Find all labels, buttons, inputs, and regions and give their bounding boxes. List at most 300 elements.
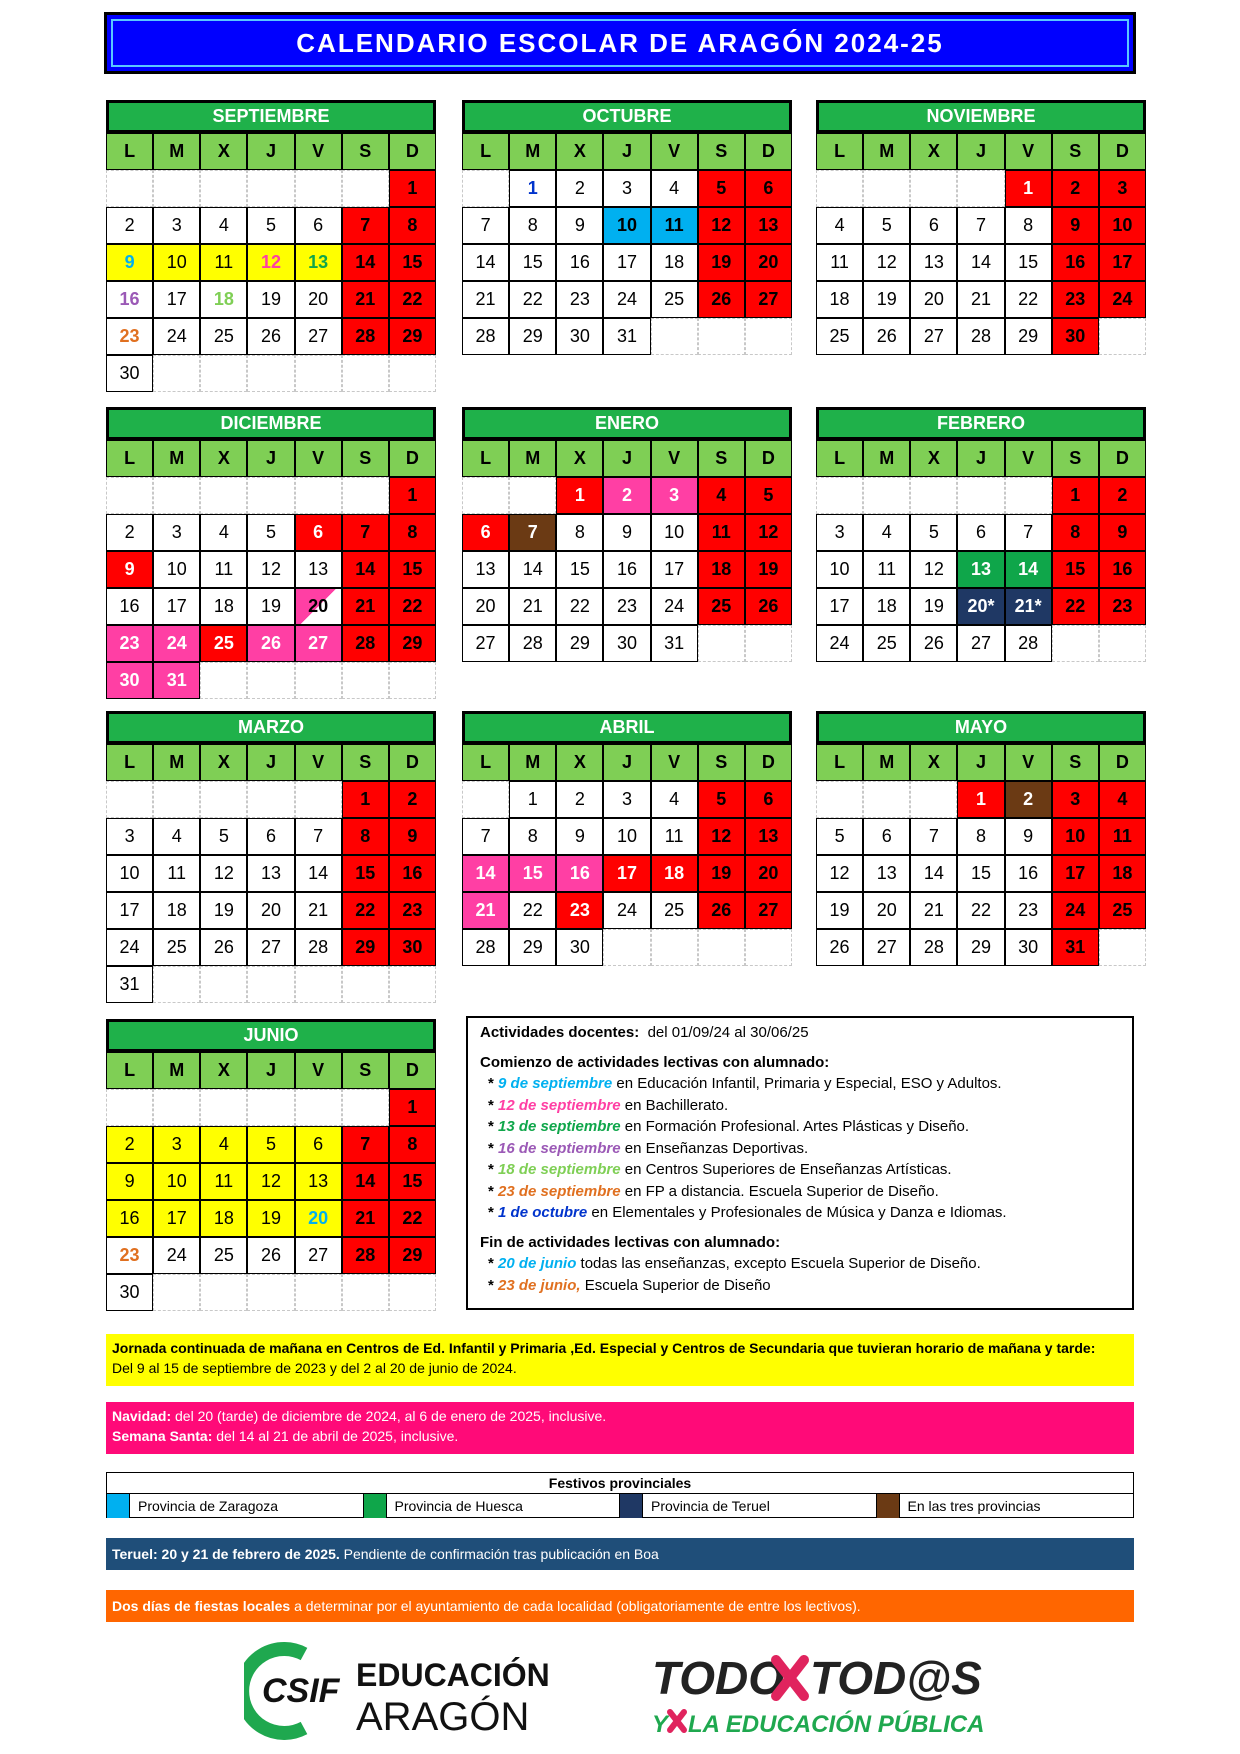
weekday-header: D [745, 744, 792, 781]
empty-cell [863, 477, 910, 514]
day-cell: 14 [910, 855, 957, 892]
fin-title: Fin de actividades lectivas con alumnado: [480, 1233, 781, 1251]
day-cell: 4 [863, 514, 910, 551]
empty-cell [153, 1274, 200, 1311]
day-cell: 1 [389, 477, 436, 514]
empty-cell [816, 170, 863, 207]
weekday-row [816, 744, 1146, 781]
day-cell: 26 [910, 625, 957, 662]
day-cell: 4 [153, 818, 200, 855]
day-cell: 27 [957, 625, 1004, 662]
day-cell: 21 [342, 588, 389, 625]
month-header: NOVIEMBRE [816, 100, 1146, 133]
empty-cell [106, 477, 153, 514]
day-cell: 28 [342, 1237, 389, 1274]
locales-text: a determinar por el ayuntamiento de cada localidad (obligatoriamente de entre los lectivos). [290, 1598, 861, 1614]
day-cell: 14 [342, 244, 389, 281]
info-date: 9 de septiembre [498, 1075, 613, 1092]
weekday-header: V [295, 440, 342, 477]
weekday-header: X [200, 133, 247, 170]
weekday-header: D [389, 744, 436, 781]
day-cell: 21 [342, 281, 389, 318]
day-cell: 6 [957, 514, 1004, 551]
day-cell: 29 [389, 318, 436, 355]
weekday-header: L [106, 744, 153, 781]
month-header: DICIEMBRE [106, 407, 436, 440]
day-cell: 19 [863, 281, 910, 318]
weekday-header: D [745, 133, 792, 170]
weekday-header: X [556, 133, 603, 170]
title-text: CALENDARIO ESCOLAR DE ARAGÓN 2024-25 [296, 27, 944, 58]
day-cell: 20 [295, 1200, 342, 1237]
day-cell: 16 [106, 588, 153, 625]
day-cell: 8 [342, 818, 389, 855]
day-cell: 8 [389, 514, 436, 551]
day-cell: 1 [1005, 170, 1052, 207]
day-cell: 13 [745, 818, 792, 855]
day-cell: 15 [509, 244, 556, 281]
empty-cell [247, 355, 294, 392]
weekday-header: J [957, 133, 1004, 170]
empty-cell [342, 1274, 389, 1311]
info-text: Escuela Superior de Diseño [580, 1276, 771, 1294]
empty-cell [247, 477, 294, 514]
day-cell: 28 [295, 929, 342, 966]
day-cell: 19 [247, 1200, 294, 1237]
day-cell: 9 [1005, 818, 1052, 855]
day-cell: 28 [462, 318, 509, 355]
empty-cell [957, 170, 1004, 207]
day-cell: 14 [462, 244, 509, 281]
day-cell: 5 [247, 514, 294, 551]
day-cell: 10 [603, 207, 650, 244]
day-grid [462, 170, 792, 355]
day-cell: 23 [1052, 281, 1099, 318]
day-cell: 9 [1099, 514, 1146, 551]
day-cell: 2 [106, 514, 153, 551]
weekday-header: M [863, 440, 910, 477]
info-list-item [480, 1159, 1120, 1181]
empty-cell [910, 170, 957, 207]
day-cell: 27 [295, 625, 342, 662]
weekday-header: S [342, 1052, 389, 1089]
day-cell: 7 [1005, 514, 1052, 551]
day-cell: 2 [389, 781, 436, 818]
empty-cell [295, 477, 342, 514]
day-cell: 8 [389, 1126, 436, 1163]
teruel-text: Pendiente de confirmación tras publicación en Boa [339, 1546, 659, 1562]
day-cell: 9 [556, 818, 603, 855]
day-cell: 5 [247, 207, 294, 244]
info-date: 1 de octubre [498, 1204, 588, 1221]
day-cell: 4 [200, 1126, 247, 1163]
info-date: 23 de junio, [498, 1276, 581, 1294]
day-cell: 17 [153, 281, 200, 318]
y-logo-text: Y [652, 1711, 669, 1738]
day-cell: 28 [910, 929, 957, 966]
empty-cell [698, 625, 745, 662]
empty-cell [342, 355, 389, 392]
empty-cell [603, 929, 650, 966]
day-cell: 3 [1099, 170, 1146, 207]
festivos-legend [106, 1472, 1134, 1518]
weekday-header: M [509, 440, 556, 477]
day-cell: 23 [106, 625, 153, 662]
bullet-star: * [488, 1118, 499, 1135]
empty-cell [745, 929, 792, 966]
info-text: en Centros Superiores de Enseñanzas Artísticas. [620, 1161, 952, 1178]
day-cell: 16 [106, 1200, 153, 1237]
day-cell: 20 [910, 281, 957, 318]
day-cell: 31 [1052, 929, 1099, 966]
day-cell: 8 [1052, 514, 1099, 551]
todos-logo-text: TOD@S [810, 1652, 982, 1704]
legend-teruel-label: Provincia de Teruel [651, 1498, 770, 1514]
teruel-band [106, 1538, 1134, 1570]
empty-cell [295, 966, 342, 1003]
weekday-header: J [957, 440, 1004, 477]
weekday-header: S [342, 440, 389, 477]
day-cell: 11 [651, 818, 698, 855]
day-cell: 27 [745, 281, 792, 318]
day-cell: 20 [295, 281, 342, 318]
day-cell: 10 [816, 551, 863, 588]
day-cell: 30 [106, 1274, 153, 1311]
empty-cell [1099, 318, 1146, 355]
empty-cell [957, 477, 1004, 514]
weekday-header: S [1052, 133, 1099, 170]
docentes-line [480, 1022, 1120, 1044]
weekday-header: X [910, 133, 957, 170]
day-cell: 21 [509, 588, 556, 625]
day-cell: 11 [200, 1163, 247, 1200]
info-list-item [480, 1202, 1120, 1224]
empty-cell [200, 781, 247, 818]
day-cell: 22 [1052, 588, 1099, 625]
santa-text: del 14 al 21 de abril de 2025, inclusive. [212, 1428, 459, 1444]
empty-cell [200, 355, 247, 392]
weekday-header: J [603, 133, 650, 170]
day-cell: 24 [651, 588, 698, 625]
day-cell: 16 [1052, 244, 1099, 281]
empty-cell [200, 966, 247, 1003]
day-cell: 31 [603, 318, 650, 355]
day-cell: 10 [153, 244, 200, 281]
csif-logo-text: CSIF [262, 1672, 340, 1710]
day-cell: 19 [910, 588, 957, 625]
day-cell: 16 [1005, 855, 1052, 892]
day-cell: 5 [200, 818, 247, 855]
day-cell: 3 [153, 207, 200, 244]
day-cell: 18 [200, 1200, 247, 1237]
empty-cell [389, 1274, 436, 1311]
day-cell: 11 [651, 207, 698, 244]
day-cell: 11 [863, 551, 910, 588]
todoxtodos-logo [652, 1648, 992, 1738]
empty-cell [698, 929, 745, 966]
navidad-text: del 20 (tarde) de diciembre de 2024, al 6 de enero de 2025, inclusive. [171, 1408, 607, 1424]
day-cell: 4 [200, 514, 247, 551]
day-cell: 27 [745, 892, 792, 929]
day-cell: 10 [153, 551, 200, 588]
day-cell: 28 [342, 625, 389, 662]
day-grid [462, 477, 792, 662]
info-text: en Enseñanzas Deportivas. [620, 1139, 809, 1157]
weekday-header: J [603, 744, 650, 781]
csif-educacion-aragon-logo [244, 1640, 554, 1740]
weekday-header: J [247, 1052, 294, 1089]
month-header: MAYO [816, 711, 1146, 744]
day-cell: 18 [863, 588, 910, 625]
info-text: todas las enseñanzas, excepto Escuela Superior de Diseño. [576, 1255, 981, 1272]
day-cell: 19 [698, 855, 745, 892]
legend-three [877, 1494, 1134, 1518]
day-cell: 25 [816, 318, 863, 355]
day-cell: 27 [910, 318, 957, 355]
day-cell: 17 [651, 551, 698, 588]
day-grid [106, 170, 436, 392]
day-cell: 6 [745, 781, 792, 818]
info-list-item [480, 1095, 1120, 1117]
day-cell: 14 [509, 551, 556, 588]
bullet-star: * [488, 1255, 499, 1272]
day-cell: 9 [106, 551, 153, 588]
day-cell: 24 [106, 929, 153, 966]
day-cell: 12 [816, 855, 863, 892]
day-cell: 3 [106, 818, 153, 855]
month-junio [106, 1019, 436, 1311]
day-cell: 15 [556, 551, 603, 588]
info-list-item [480, 1253, 1120, 1275]
weekday-row [106, 133, 436, 170]
day-cell: 12 [698, 818, 745, 855]
day-cell: 30 [603, 625, 650, 662]
day-cell: 3 [651, 477, 698, 514]
info-date: 18 de septiembre [498, 1161, 621, 1178]
day-cell: 25 [200, 625, 247, 662]
bullet-star: * [488, 1075, 499, 1092]
day-cell: 10 [153, 1163, 200, 1200]
day-cell: 28 [957, 318, 1004, 355]
day-cell: 27 [462, 625, 509, 662]
day-cell: 24 [603, 281, 650, 318]
empty-cell [247, 1274, 294, 1311]
day-cell: 6 [247, 818, 294, 855]
info-list-item [480, 1138, 1120, 1160]
day-cell: 31 [153, 662, 200, 699]
weekday-header: M [509, 133, 556, 170]
day-cell: 8 [509, 207, 556, 244]
aragon-logo-text: ARAGÓN [356, 1695, 530, 1739]
day-cell: 3 [603, 781, 650, 818]
day-cell: 27 [295, 318, 342, 355]
day-cell: 13 [745, 207, 792, 244]
day-cell: 25 [1099, 892, 1146, 929]
weekday-header: L [106, 440, 153, 477]
bullet-star: * [488, 1182, 499, 1200]
empty-cell [295, 1089, 342, 1126]
day-cell: 15 [509, 855, 556, 892]
day-cell: 26 [816, 929, 863, 966]
empty-cell [745, 318, 792, 355]
day-cell: 25 [153, 929, 200, 966]
empty-cell [153, 170, 200, 207]
day-cell: 7 [342, 207, 389, 244]
empty-cell [106, 170, 153, 207]
weekday-row [106, 744, 436, 781]
day-cell: 12 [745, 514, 792, 551]
day-cell: 6 [745, 170, 792, 207]
month-septiembre [106, 100, 436, 392]
day-cell: 6 [462, 514, 509, 551]
title-inner-border [111, 19, 1129, 67]
day-cell: 13 [247, 855, 294, 892]
day-cell: 14 [342, 551, 389, 588]
day-cell: 2 [106, 207, 153, 244]
day-cell: 7 [957, 207, 1004, 244]
empty-cell [200, 1089, 247, 1126]
day-cell: 5 [745, 477, 792, 514]
day-cell: 6 [295, 207, 342, 244]
empty-cell [389, 355, 436, 392]
day-cell: 19 [745, 551, 792, 588]
empty-cell [462, 477, 509, 514]
weekday-row [462, 440, 792, 477]
info-date: 16 de septiembre [498, 1139, 621, 1157]
day-cell: 17 [153, 1200, 200, 1237]
day-cell: 12 [698, 207, 745, 244]
day-cell: 30 [556, 318, 603, 355]
info-text: en Elementales y Profesionales de Música y Danza e Idiomas. [587, 1204, 1007, 1221]
weekday-header: D [1099, 133, 1146, 170]
info-text: en Educación Infantil, Primaria y Especial, ESO y Adultos. [612, 1075, 1002, 1092]
comienzo-list [480, 1073, 1120, 1224]
month-header: FEBRERO [816, 407, 1146, 440]
day-cell: 21 [295, 892, 342, 929]
day-cell: 13 [863, 855, 910, 892]
empty-cell [1005, 477, 1052, 514]
day-cell: 28 [342, 318, 389, 355]
weekday-header: S [698, 133, 745, 170]
weekday-header: V [1005, 744, 1052, 781]
weekday-header: X [200, 1052, 247, 1089]
day-cell: 11 [816, 244, 863, 281]
day-cell: 19 [200, 892, 247, 929]
day-cell: 17 [106, 892, 153, 929]
day-cell: 14 [957, 244, 1004, 281]
weekday-row [816, 133, 1146, 170]
teruel-bold: Teruel: 20 y 21 de febrero de 2025. [112, 1546, 340, 1562]
day-cell: 23 [1005, 892, 1052, 929]
weekday-header: J [247, 744, 294, 781]
day-cell: 25 [200, 1237, 247, 1274]
day-cell: 24 [153, 625, 200, 662]
month-diciembre [106, 407, 436, 699]
day-cell: 31 [106, 966, 153, 1003]
empty-cell [462, 781, 509, 818]
day-grid [816, 781, 1146, 966]
empty-cell [389, 662, 436, 699]
bullet-star: * [488, 1139, 499, 1157]
day-cell: 18 [651, 855, 698, 892]
day-cell: 1 [509, 170, 556, 207]
weekday-header: D [745, 440, 792, 477]
day-cell: 20* [957, 588, 1004, 625]
day-cell: 22 [509, 281, 556, 318]
empty-cell [816, 781, 863, 818]
weekday-header: J [957, 744, 1004, 781]
empty-cell [863, 781, 910, 818]
info-text: en Bachillerato. [620, 1096, 729, 1114]
day-cell: 22 [389, 281, 436, 318]
day-cell: 15 [389, 244, 436, 281]
info-date: 20 de junio [498, 1255, 577, 1272]
day-cell: 18 [200, 281, 247, 318]
empty-cell [342, 1089, 389, 1126]
day-cell: 30 [389, 929, 436, 966]
empty-cell [1099, 625, 1146, 662]
weekday-header: M [153, 440, 200, 477]
day-cell: 29 [957, 929, 1004, 966]
day-cell: 1 [957, 781, 1004, 818]
day-cell: 16 [556, 244, 603, 281]
weekday-header: X [910, 744, 957, 781]
day-cell: 29 [509, 318, 556, 355]
day-cell: 2 [1052, 170, 1099, 207]
info-list-item [480, 1116, 1120, 1138]
day-cell: 25 [651, 281, 698, 318]
day-cell: 9 [389, 818, 436, 855]
day-cell: 18 [651, 244, 698, 281]
day-cell: 26 [247, 318, 294, 355]
empty-cell [342, 170, 389, 207]
empty-cell [1052, 625, 1099, 662]
day-cell: 24 [603, 892, 650, 929]
day-cell: 24 [153, 1237, 200, 1274]
day-cell: 18 [1099, 855, 1146, 892]
day-cell: 29 [1005, 318, 1052, 355]
weekday-header: V [1005, 440, 1052, 477]
day-cell: 26 [200, 929, 247, 966]
day-cell: 4 [698, 477, 745, 514]
legend-huesca [364, 1494, 621, 1518]
empty-cell [247, 781, 294, 818]
day-cell: 27 [863, 929, 910, 966]
day-cell: 3 [1052, 781, 1099, 818]
day-cell: 3 [153, 1126, 200, 1163]
day-cell: 8 [957, 818, 1004, 855]
day-cell: 10 [1052, 818, 1099, 855]
day-cell: 9 [106, 1163, 153, 1200]
day-cell: 14 [342, 1163, 389, 1200]
day-cell: 18 [200, 588, 247, 625]
day-cell: 27 [247, 929, 294, 966]
day-cell: 4 [651, 781, 698, 818]
day-cell: 30 [1005, 929, 1052, 966]
day-grid [462, 781, 792, 966]
weekday-header: V [295, 744, 342, 781]
legend-zaragoza-label: Provincia de Zaragoza [138, 1498, 279, 1514]
month-header: OCTUBRE [462, 100, 792, 133]
day-cell: 7 [509, 514, 556, 551]
day-cell: 23 [106, 318, 153, 355]
weekday-header: V [651, 744, 698, 781]
empty-cell [651, 318, 698, 355]
weekday-header: S [342, 133, 389, 170]
day-cell: 22 [1005, 281, 1052, 318]
day-cell: 7 [342, 1126, 389, 1163]
day-cell: 9 [556, 207, 603, 244]
